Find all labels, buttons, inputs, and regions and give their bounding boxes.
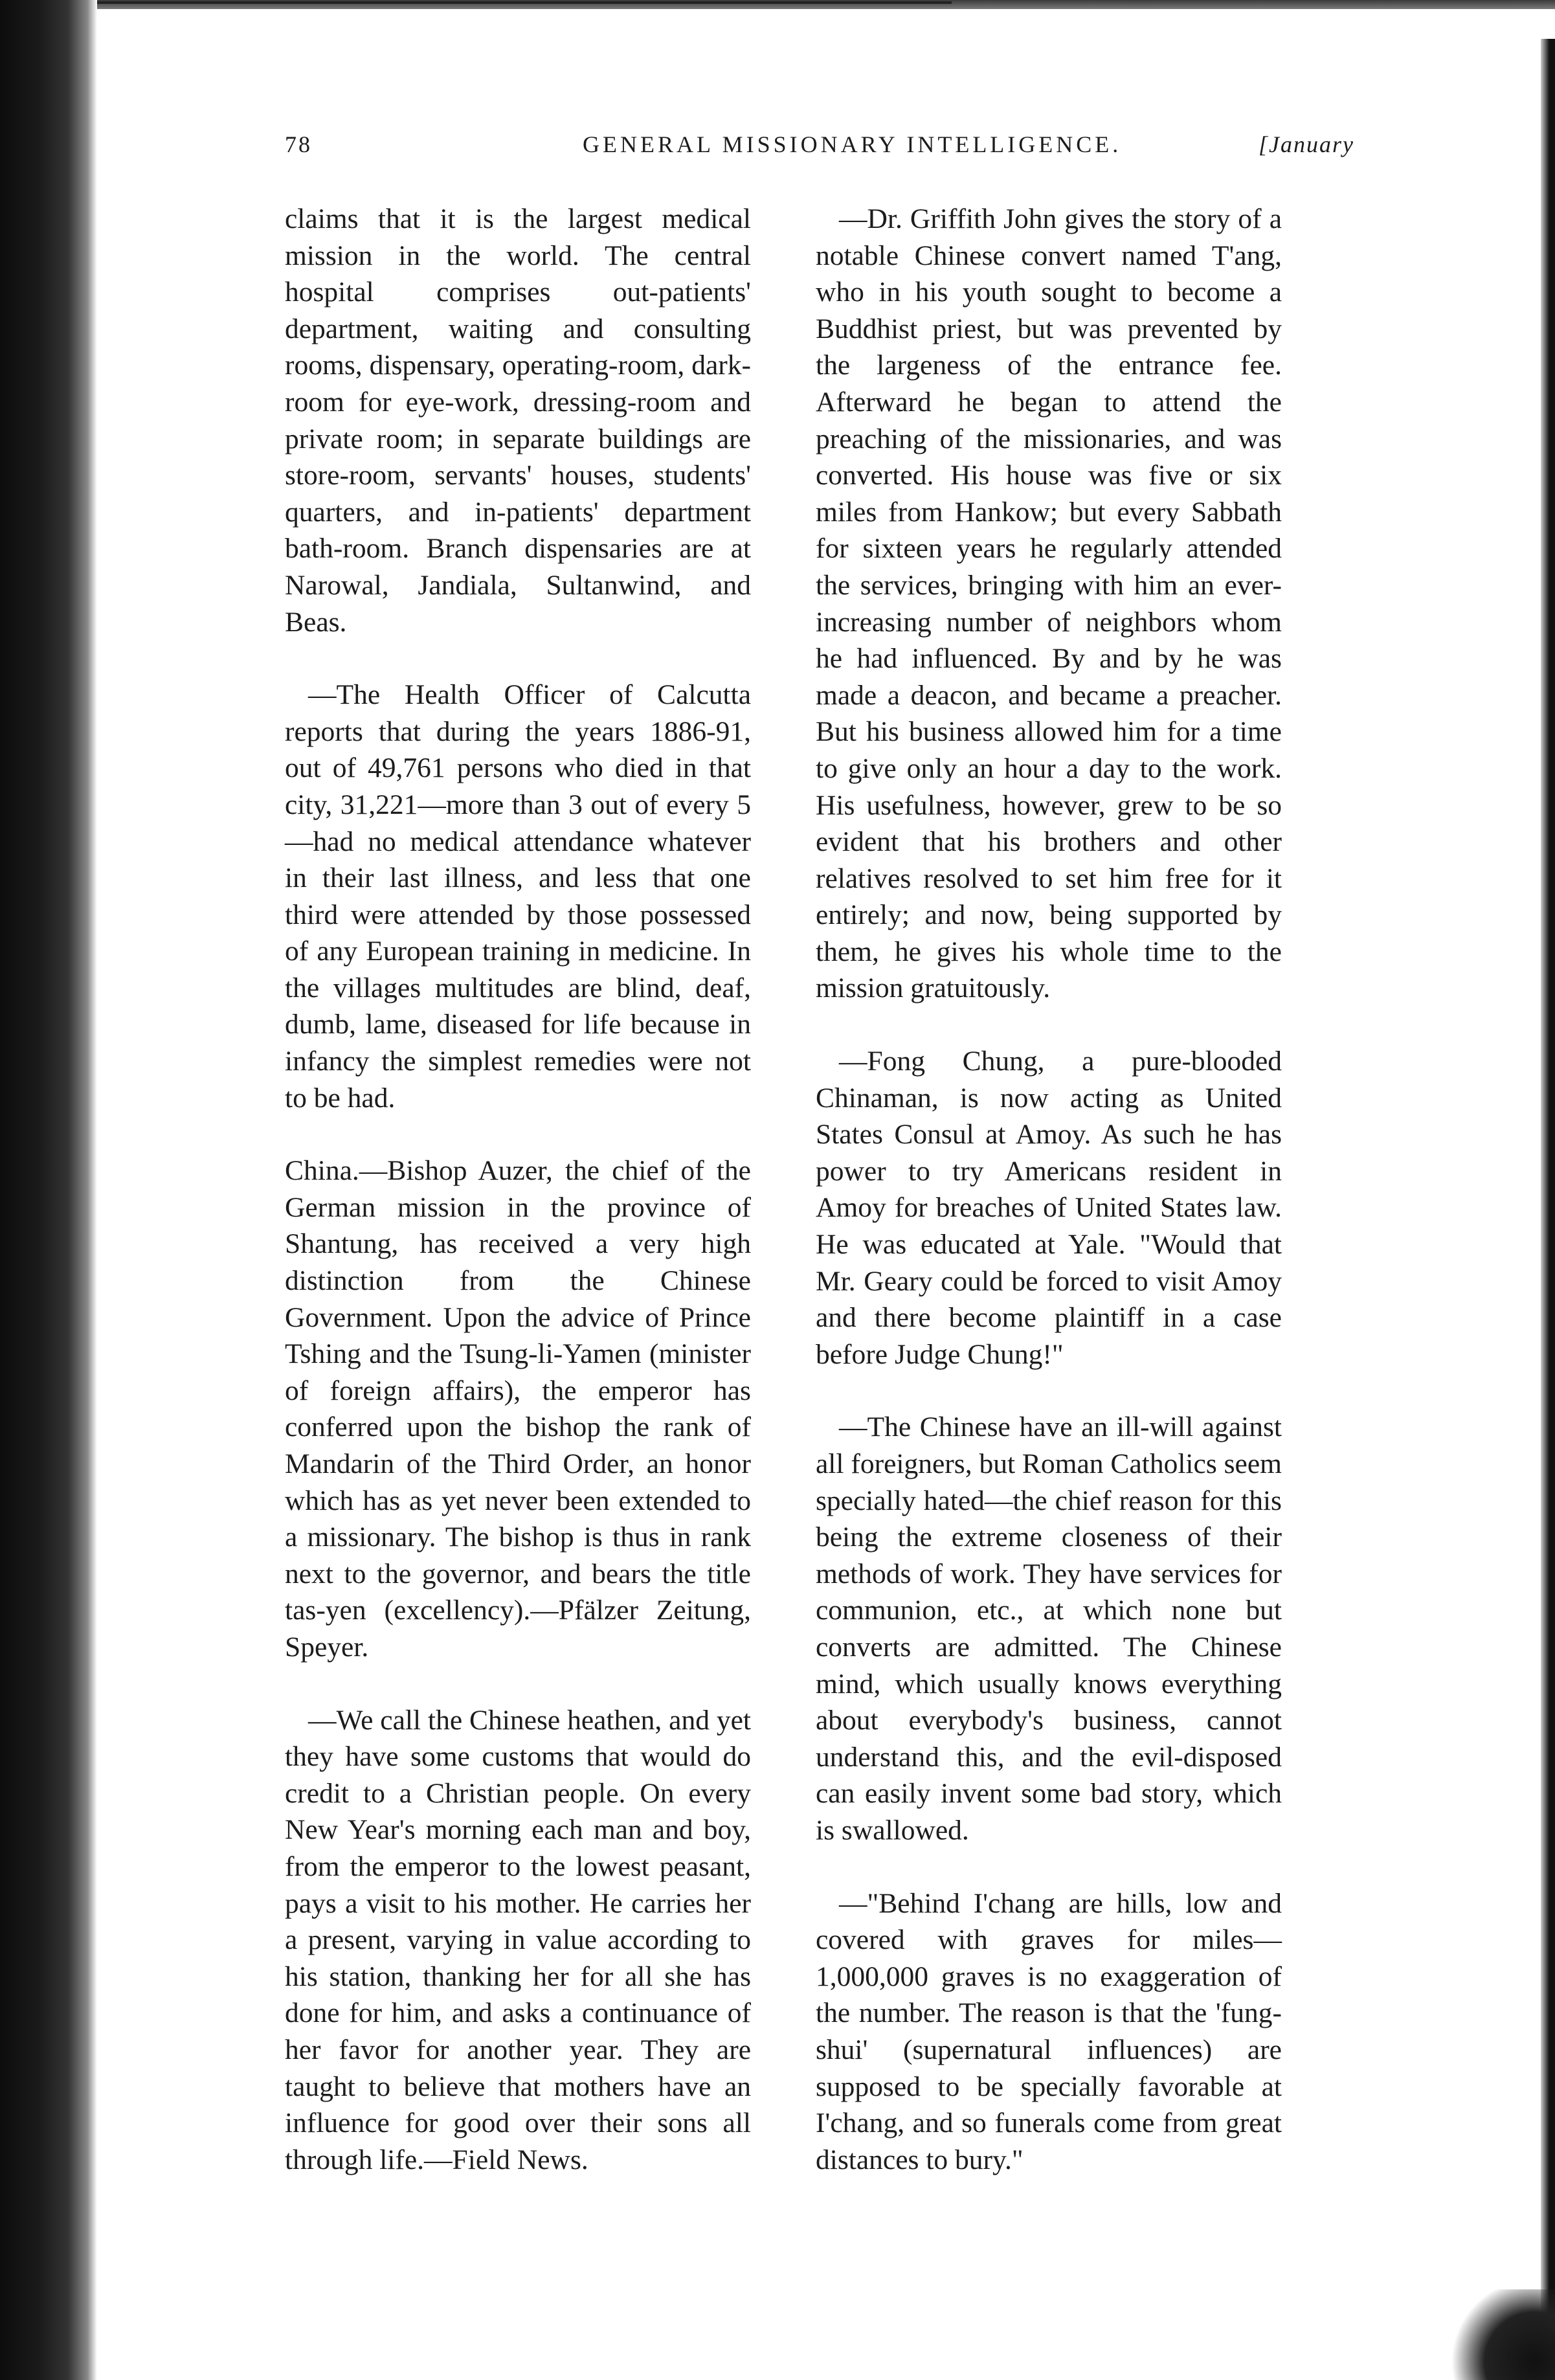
paragraph-new-year-custom: —We call the Chinese heathen, and yet they have some customs that would do credit to a Christian people. On every New Year's morning each man and boy, from the emperor to the lowest peasant, pays a visit to his mother. He carries her a present, varying in value according to his station, thanking her for all she has done for him, and asks a continuance of her favor for another year. They are taught to believe that mothers have an influence for good over their sons all through life.—Field News. [285, 1704, 751, 2175]
paragraph-griffith-john: —Dr. Griffith John gives the story of a notable Chinese convert named T'ang, who in his youth sought to become a Buddhist priest, but was prevented by the largeness of the entrance fee. Afterward he began to attend the preaching of the missionaries, and was converted. His house was five or six miles from Hankow; but every Sabbath for sixteen years he regularly attended the services, bringing with him an ever-increasing number of neighbors whom he had influenced. By and by he was made a deacon, and became a preacher. But his business allowed him for a time to give only an hour a day to the work. His usefulness, however, grew to be so evident that his brothers and other relatives resolved to set him free for it entirely; and now, being supported by them, he gives his whole time to the mission gratuitously. [816, 203, 1282, 1004]
scan-right-edge [1541, 39, 1555, 2380]
paragraph-ill-will: —The Chinese have an ill-will against all foreigners, but Roman Catholics seem specially hated—the chief reason for this being the extreme closeness of their methods of work. They have services for communion, etc., at which none but converts are admitted. The Chinese mind, which usually knows everything about everybody's business, cannot understand this, and the evil-disposed can easily invent some bad story, which is swallowed. [816, 1411, 1282, 1846]
paragraph-calcutta-health: —The Health Officer of Calcutta reports that during the years 1886-91, out of 49,761 persons who died in that city, 31,221—more than 3 out of every 5—had no medical attendance whatever in their last illness, and less that one third were attended by those possessed of any European training in medicine. In the villages multitudes are blind, deaf, dumb, lame, diseased for life because in infancy the simplest remedies were not to be had. [285, 679, 751, 1114]
running-month: [January [1259, 131, 1354, 157]
paragraph-medical-mission: claims that it is the largest medical mission in the world. The central hospital comprises out-patients' department, waiting and consulting rooms, dispensary, operating-room, dark-room for eye-work, dressing-room and private room; in separate buildings are store-room, servants' houses, students' quarters, and in-patients' department bath-room. Branch dispensaries are at Narowal, Jandiala, Sultanwind, and Beas. [285, 203, 751, 638]
right-column [816, 201, 1282, 2214]
document-page [285, 123, 1354, 2337]
left-column [285, 201, 751, 2214]
running-head [285, 131, 1354, 170]
paragraph-china-bishop: China.—Bishop Auzer, the chief of the German mission in the province of Shantung, has received a very high distinction from the Chinese Government. Upon the advice of Prince Tshing and the Tsung-li-Yamen (minister of foreign affairs), the emperor has conferred upon the bishop the rank of Mandarin of the Third Order, an honor which has as yet never been extended to a missionary. The bishop is thus in rank next to the governor, and bears the title tas-yen (excellency).—Pfälzer Zeitung, Speyer. [285, 1155, 751, 1663]
scan-left-edge [0, 0, 97, 2380]
scan-top-rule [97, 1, 952, 4]
scan-corner-shadow [1451, 2289, 1555, 2380]
paragraph-ichang-graves: —"Behind I'chang are hills, low and covered with graves for miles—1,000,000 graves is no exaggeration of the number. The reason is that the 'fung-shui' (supernatural influences) are supposed to be specially favorable at I'chang, and so funerals come from great distances to bury." [816, 1887, 1282, 2175]
paragraph-fong-chung: —Fong Chung, a pure-blooded Chinaman, is now acting as United States Consul at Amoy. As such he has power to try Americans resident in Amoy for breaches of United States law. He was educated at Yale. "Would that Mr. Geary could be forced to visit Amoy and there become plaintiff in a case before Judge Chung!" [816, 1046, 1282, 1370]
running-title: GENERAL MISSIONARY INTELLIGENCE. [583, 131, 1122, 157]
page-number: 78 [285, 131, 312, 157]
